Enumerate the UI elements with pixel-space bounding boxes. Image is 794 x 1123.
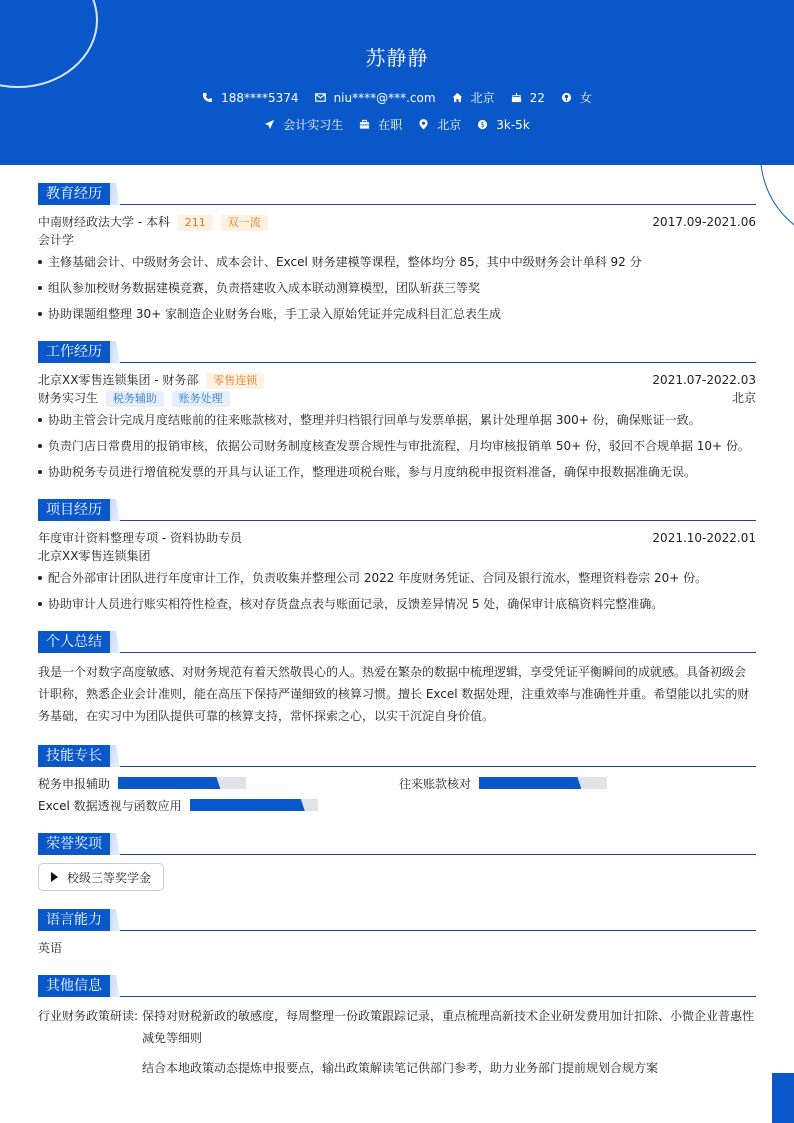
location-icon bbox=[418, 119, 429, 130]
list-item: 协助审计人员进行账实相符性检查，核对存货盘点表与账面记录，反馈差异情况 5 处，确保审计底稿资料完整准确。 bbox=[38, 595, 756, 613]
intention-row bbox=[0, 116, 794, 133]
corner-decoration bbox=[772, 1073, 794, 1123]
email-text: niu****@***.com bbox=[333, 90, 436, 105]
other-info-label: 行业财务政策研读: bbox=[38, 1009, 139, 1023]
money-icon bbox=[477, 119, 488, 130]
skill-bar bbox=[479, 777, 607, 789]
list-item: 配合外部审计团队进行年度审计工作，负责收集并整理公司 2022 年度财务凭证、合同及银行流水，整理资料卷宗 20+ 份。 bbox=[38, 569, 756, 587]
section-title-tail bbox=[110, 183, 120, 205]
svg-text:$: $ bbox=[480, 120, 485, 129]
summary-section bbox=[38, 631, 756, 727]
skill-name: Excel 数据透视与函数应用 bbox=[38, 798, 182, 813]
section-title: 荣誉奖项 bbox=[38, 833, 110, 855]
list-item: 主修基础会计、中级财务会计、成本会计、Excel 财务建模等课程，整体均分 85，其中中级财务会计单科 92 分 bbox=[38, 253, 756, 271]
section-title-tail bbox=[110, 909, 120, 931]
target-city-info bbox=[418, 116, 461, 133]
section-header bbox=[38, 499, 756, 521]
section-title-tail bbox=[110, 975, 120, 997]
list-item: 组队参加校财务数据建模竞赛，负责搭建收入成本联动测算模型，团队斩获三等奖 bbox=[38, 279, 756, 297]
other-info-line: 保持对财税新政的敏感度，每周整理一份政策跟踪记录，重点梳理高新技术企业研发费用加计扣除、小微企业普惠性减免等细则 bbox=[142, 1009, 755, 1045]
age-info bbox=[511, 91, 545, 105]
work-city: 北京 bbox=[731, 391, 756, 405]
target-city-text: 北京 bbox=[437, 118, 462, 132]
company-row bbox=[38, 371, 756, 389]
skill-name: 往来账款核对 bbox=[399, 776, 472, 791]
candidate-name: 苏静静 bbox=[365, 46, 429, 70]
section-header bbox=[38, 909, 756, 931]
section-title-tail bbox=[110, 631, 120, 653]
decorative-arc bbox=[760, 165, 794, 245]
skill-bar-fill bbox=[190, 799, 305, 811]
section-header bbox=[38, 833, 756, 855]
skill-item bbox=[399, 773, 607, 793]
section-title: 项目经历 bbox=[38, 499, 110, 521]
salary-info bbox=[477, 118, 530, 132]
mail-icon bbox=[315, 92, 326, 103]
salary-text: 3k-5k bbox=[496, 117, 530, 132]
phone-text: 188****5374 bbox=[221, 90, 299, 105]
home-city-info bbox=[452, 89, 495, 106]
work-date: 2021.07-2022.03 bbox=[652, 373, 756, 387]
skill-bar bbox=[118, 777, 246, 789]
job-intention-info bbox=[264, 116, 343, 133]
status-info bbox=[359, 116, 402, 133]
section-title: 教育经历 bbox=[38, 183, 110, 205]
awards-section bbox=[38, 833, 756, 891]
industry-tag: 零售连锁 bbox=[206, 373, 264, 389]
role-name: 财务实习生 bbox=[38, 391, 99, 405]
contact-row bbox=[0, 89, 794, 106]
section-title-tail bbox=[110, 499, 120, 521]
list-item: 协助主管会计完成月度结账前的往来账款核对，整理并归档银行回单与发票单据，累计处理单据 300+ 份，确保账证一致。 bbox=[38, 411, 756, 429]
list-item: 协助课题组整理 30+ 家制造企业财务台账，手工录入原始凭证并完成科目汇总表生成 bbox=[38, 305, 756, 323]
section-title: 其他信息 bbox=[38, 975, 110, 997]
skill-bar-fill bbox=[479, 777, 581, 789]
cake-icon bbox=[511, 92, 522, 103]
section-title: 语言能力 bbox=[38, 909, 110, 931]
section-header bbox=[38, 183, 756, 205]
gender-icon bbox=[561, 92, 572, 103]
role-tag: 账务处理 bbox=[172, 391, 230, 407]
language-section bbox=[38, 909, 756, 957]
role-tag: 税务辅助 bbox=[106, 391, 164, 407]
skill-name: 税务申报辅助 bbox=[38, 776, 111, 791]
job-intention-text: 会计实习生 bbox=[283, 118, 344, 132]
gender-info bbox=[561, 89, 592, 106]
section-header bbox=[38, 745, 756, 767]
section-title-tail bbox=[110, 833, 120, 855]
work-section bbox=[38, 341, 756, 481]
phone-info bbox=[202, 91, 298, 105]
skill-row bbox=[38, 795, 756, 815]
section-title-tail bbox=[110, 745, 120, 767]
list-item: 负责门店日常费用的报销审核，依据公司财务制度核查发票合规性与审批流程，月均审核报销单 50+ 份，驳回不合规单据 10+ 份。 bbox=[38, 437, 756, 455]
award-text: 校级三等奖学金 bbox=[67, 870, 152, 885]
skill-bar-fill bbox=[118, 777, 220, 789]
briefcase-icon bbox=[359, 119, 370, 130]
tag-double-first-class: 双一流 bbox=[221, 215, 268, 231]
summary-text: 我是一个对数字高度敏感、对财务规范有着天然敬畏心的人。热爱在繁杂的数据中梳理逻辑，享受凭证平衡瞬间的成就感。具备初级会计职称，熟悉企业会计准则，能在高压下保持严谨细致的核算习惯。擅长 Excel 数据处理，注重效率与准确性并重。希望能以扎实的财务基础，在实习中为团队提供可靠的核算支持，常怀探索之心，以实干沉淀自身价值。 bbox=[38, 665, 750, 723]
section-title-tail bbox=[110, 341, 120, 363]
language-text: 英语 bbox=[38, 941, 63, 955]
phone-icon bbox=[202, 92, 213, 103]
section-header bbox=[38, 341, 756, 363]
skill-row bbox=[38, 773, 756, 793]
section-title: 工作经历 bbox=[38, 341, 110, 363]
award-item bbox=[38, 863, 164, 891]
project-date: 2021.10-2022.01 bbox=[652, 531, 756, 545]
project-section bbox=[38, 499, 756, 613]
home-city-text: 北京 bbox=[470, 91, 495, 105]
project-row bbox=[38, 529, 756, 547]
skills-section bbox=[38, 745, 756, 815]
resume-header bbox=[0, 0, 794, 165]
section-title: 技能专长 bbox=[38, 745, 110, 767]
other-info-item bbox=[38, 1005, 756, 1079]
project-name: 年度审计资料整理专项 - 资料协助专员 bbox=[38, 531, 242, 545]
age-text: 22 bbox=[529, 90, 545, 105]
home-icon bbox=[452, 92, 463, 103]
section-title: 个人总结 bbox=[38, 631, 110, 653]
education-date: 2017.09-2021.06 bbox=[652, 215, 756, 229]
tag-211: 211 bbox=[178, 215, 213, 231]
skill-item bbox=[38, 773, 246, 793]
section-header bbox=[38, 631, 756, 653]
section-header bbox=[38, 975, 756, 997]
education-row bbox=[38, 213, 756, 231]
other-info-line: 结合本地政策动态提炼申报要点，输出政策解读笔记供部门参考，助力业务部门提前规划合规方案 bbox=[142, 1061, 659, 1075]
send-icon bbox=[264, 119, 275, 130]
major: 会计学 bbox=[38, 233, 75, 247]
email-info bbox=[315, 91, 436, 105]
skill-bar bbox=[190, 799, 318, 811]
status-text: 在职 bbox=[378, 118, 403, 132]
list-item: 协助税务专员进行增值税发票的开具与认证工作，整理进项税台账，参与月度纳税申报资料准备，确保申报数据准确无误。 bbox=[38, 463, 756, 481]
role-row bbox=[38, 389, 756, 407]
project-org: 北京XX零售连锁集团 bbox=[38, 549, 151, 563]
school-name: 中南财经政法大学 - 本科 bbox=[38, 215, 170, 229]
company-name: 北京XX零售连锁集团 - 财务部 bbox=[38, 373, 199, 387]
other-section bbox=[38, 975, 756, 1079]
skill-item bbox=[38, 795, 318, 815]
play-triangle-icon bbox=[51, 872, 58, 882]
gender-text: 女 bbox=[579, 91, 592, 105]
other-info-body bbox=[142, 1005, 756, 1079]
education-section bbox=[38, 183, 756, 323]
